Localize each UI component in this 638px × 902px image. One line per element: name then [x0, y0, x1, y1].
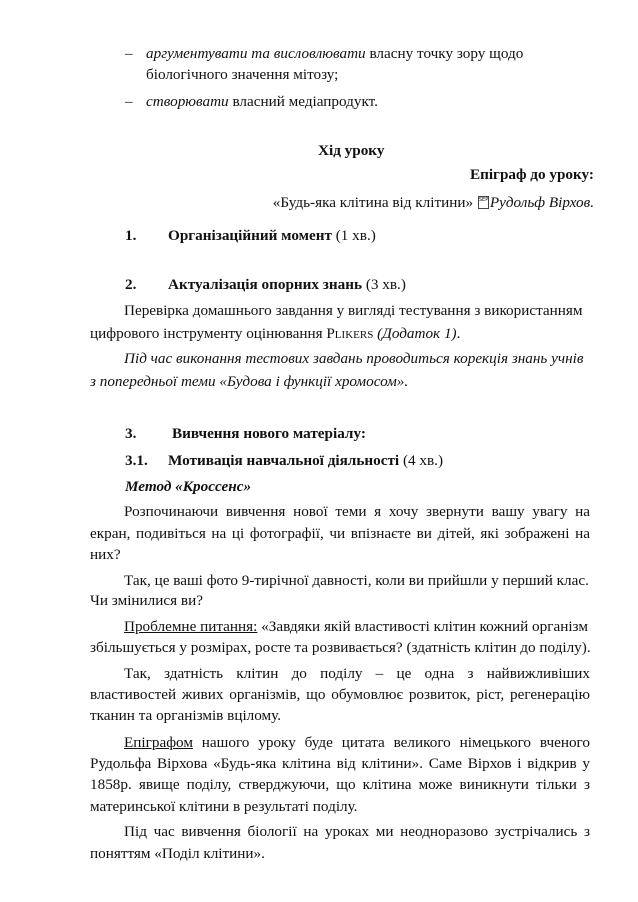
paragraph-line: цифрового інструменту оцінювання Plikers (Додаток 1).	[90, 325, 461, 342]
section-title: Актуалізація опорних знань	[168, 276, 363, 293]
paragraph-line: Під час вивчення біології на уроках ми неодноразово зустрічались з	[124, 823, 590, 840]
paragraph-line: тканин та організмів вцілому.	[90, 707, 282, 724]
section-number: 1.	[125, 227, 137, 244]
paragraph-line: Так, це ваші фото 9-тирічної давності, коли ви прийшли у перший клас.	[124, 572, 589, 589]
paragraph-line: Так, здатність клітин до поділу – це одна з найвижливіших	[124, 665, 590, 682]
section-title: Мотивація навчальної діяльності	[168, 452, 400, 469]
problem-question-label: Проблемне питання:	[124, 618, 258, 635]
separator-glyph-icon: SEP	[478, 196, 489, 209]
paragraph-line: поняттям «Поділ клітини».	[90, 845, 265, 862]
objective-verb: аргументувати та висловлювати	[146, 45, 366, 62]
paragraph-line: Під час виконання тестових завдань проводиться корекція знань учнів	[124, 350, 584, 367]
paragraph-line: екран, подивіться на ці фотографії, чи впізнаєте ви дітей, які зображені на	[90, 525, 590, 542]
objective-text: власну точку зору щодо	[365, 45, 524, 62]
epigraph-line	[273, 193, 594, 213]
section-duration: (1 хв.)	[331, 227, 376, 244]
section-heading	[168, 451, 443, 471]
paragraph-line: з попередньої теми «Будова і функції хромосом».	[90, 373, 409, 390]
method-title: Метод «Кроссенс»	[125, 478, 252, 495]
paragraph-line: материнської клітини в результаті поділу.	[90, 798, 358, 815]
objective-marker: –	[125, 93, 133, 110]
paragraph-line: властивостей живих організмів, що обумовлює розвиток, ріст, регенерацію	[90, 686, 590, 703]
lesson-heading: Хід уроку	[318, 142, 385, 159]
appendix-ref: (Додаток 1)	[373, 325, 457, 342]
plikers-name: Plikers	[326, 325, 374, 342]
epigraph-label: Епіграф до уроку:	[469, 166, 594, 183]
objective-verb: створювати	[146, 93, 229, 110]
paragraph-line: Розпочинаючи вивчення нової теми я хочу звернути вашу увагу на	[124, 503, 590, 520]
section-number: 3.1.	[125, 452, 148, 469]
paragraph-line: Перевірка домашнього завдання у вигляді тестування з використанням	[124, 302, 583, 319]
paragraph-line: Чи змінилися ви?	[90, 592, 203, 609]
epigraph-author: Рудольф Вірхов.	[489, 194, 594, 211]
paragraph-line: Рудольфа Вірхова «Будь-яка клітина від клітини». Саме Вірхов і відкрив у	[90, 755, 590, 772]
objective-item	[146, 92, 378, 112]
epigraph-quote: «Будь-яка клітина від клітини»	[272, 194, 474, 211]
objective-item	[146, 44, 523, 64]
epigraph-ref-label: Епіграфом	[124, 734, 193, 751]
paragraph-line: збільшується у розмірах, росте та розвивається? (здатність клітин до поділу).	[90, 639, 591, 656]
section-heading	[168, 226, 376, 246]
objective-marker: –	[125, 45, 133, 62]
objective-text: власний медіапродукт.	[228, 93, 378, 110]
section-duration: (3 хв.)	[362, 276, 406, 293]
paragraph-line: Проблемне питання: «Завдяки якій властивості клітин кожний організм	[124, 618, 588, 635]
paragraph-line: 1858р. явище поділу, стверджуючи, що клітина може виникнути тільки з	[90, 776, 590, 793]
objective-continuation: біологічного значення мітозу;	[146, 66, 339, 83]
section-duration: (4 хв.)	[399, 452, 444, 469]
section-number: 2.	[125, 276, 137, 293]
section-title: Організаційний момент	[168, 227, 332, 244]
section-heading	[168, 275, 406, 295]
paragraph-line: них?	[90, 546, 121, 563]
section-number: 3.	[125, 425, 137, 442]
section-title: Вивчення нового матеріалу:	[172, 425, 366, 442]
paragraph-line: Епіграфом нашого уроку буде цитата великого німецького вченого	[124, 734, 590, 751]
